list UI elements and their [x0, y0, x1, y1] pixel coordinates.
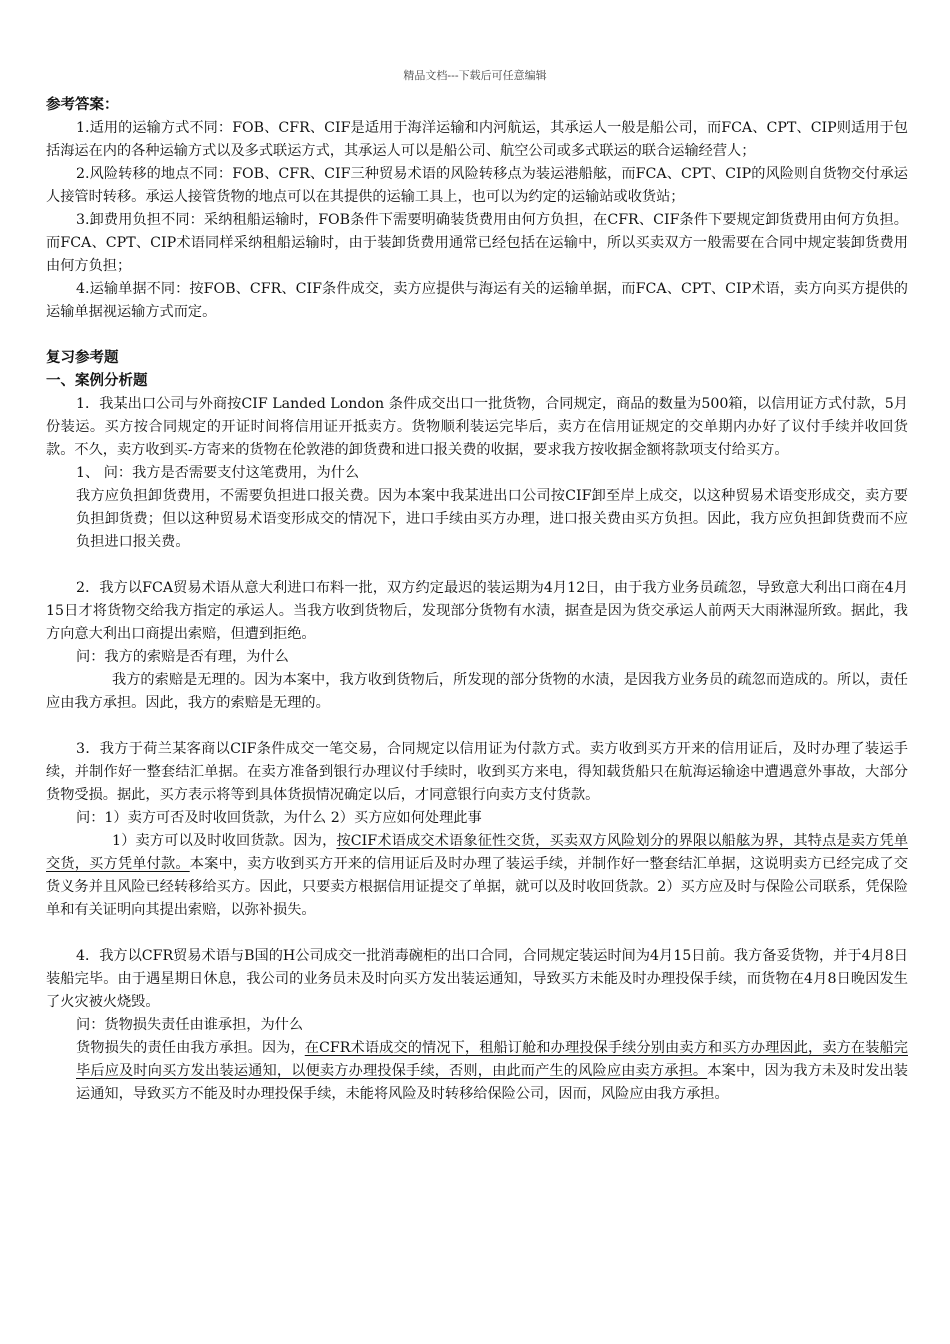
- answer-item-2: 2.风险转移的地点不同：FOB、CFR、CIF三种贸易术语的风险转移点为装运港船舷，而FCA、CPT、CIP的风险则自货物交付承运人接管时转移。承运人接管货物的地点可以在其提供的运输工具上，也可以为约定的运输站或收货站；: [46, 166, 908, 205]
- answer-item-1: 1.适用的运输方式不同：FOB、CFR、CIF是适用于海洋运输和内河航运，其承运人一般是船公司，而FCA、CPT、CIP则适用于包括海运在内的各种运输方式以及多式联运方式，其承运人可以是船公司、航空公司或多式联运的联合运输经营人；: [46, 120, 908, 159]
- answer-item-4: 4.运输单据不同：按FOB、CFR、CIF条件成交，卖方应提供与海运有关的运输单据，而FCA、CPT、CIP术语，卖方向买方提供的运输单据视运输方式而定。: [46, 281, 908, 320]
- spacer: [46, 922, 908, 945]
- case-2-answer: 我方的索赔是无理的。因为本案中，我方收到货物后，所发现的部分货物的水渍，是因我方业务员的疏忽而造成的。所以，责任应由我方承担。因此，我方的索赔是无理的。: [46, 672, 908, 711]
- case-1-text: 1．我某出口公司与外商按CIF Landed London 条件成交出口一批货物，合同规定，商品的数量为500箱，以信用证方式付款，5月份装运。买方按合同规定的开证时间将信用证开抵卖方。货物顺利装运完毕后，卖方在信用证规定的交单期内办好了议付手续并收回货款。不久，卖方收到买-方寄来的货物在伦敦港的卸货费和进口报关费的收据，要求我方按收据金额将款项支付给买方。: [46, 396, 908, 458]
- case-3-answer-rest: 本案中，卖方收到买方开来的信用证后及时办理了装运手续，并制作好一整套结汇单据，这说明卖方已经完成了交货义务并且风险已经转移给买方。因此，只要卖方根据信用证提交了单据，就可以及时收回货款。2）买方应及时与保险公司联系，凭保险单和有关证明向其提出索赔，以弥补损失。: [46, 856, 908, 918]
- answer-item-3: 3.卸费用负担不同：采纳租船运输时，FOB条件下需要明确装货费用由何方负担，在CFR、CIF条件下要规定卸货费用由何方负担。而FCA、CPT、CIP术语同样采纳租船运输时，由于装卸货费用通常已经包括在运输中，所以买卖双方一般需要在合同中规定装卸货费用由何方负担；: [46, 212, 908, 274]
- spacer: [46, 715, 908, 738]
- case-4-answer: [46, 1037, 908, 1106]
- case-4-question: 问：货物损失责任由谁承担，为什么: [76, 1017, 304, 1033]
- case-3-answer-underlined: 按CIF术语成交术语象征性交货，买卖双方风险划分的界限以船舷为界，其特点是卖方凭单交货，买方凭单付款。: [46, 833, 909, 872]
- case-4-answer-rest: 本案中，因为我方未及时发出装运通知，导致买方不能及时办理投保手续，未能将风险及时转移给保险公司，因而，风险应由我方承担。: [76, 1063, 908, 1102]
- case-3-answer-lead: 1）卖方可以及时收回货款。因为，: [112, 833, 337, 849]
- case-1-question: 1、 问：我方是否需要支付这笔费用，为什么: [76, 465, 360, 481]
- page-header: 精品文档---下载后可任意编辑: [403, 69, 547, 82]
- answer-title: 参考答案：: [46, 97, 119, 113]
- case-2-text: 2．我方以FCA贸易术语从意大利进口布料一批，双方约定最迟的装运期为4月12日，由于我方业务员疏忽，导致意大利出口商在4月15日才将货物交给我方指定的承运人。当我方收到货物后，发现部分货物有水渍，据查是因为货交承运人前两天大雨淋湿所致。据此，我方向意大利出口商提出索赔，但遭到拒绝。: [46, 580, 908, 642]
- case-3-text: 3．我方于荷兰某客商以CIF条件成交一笔交易，合同规定以信用证为付款方式。卖方收到买方开来的信用证后，及时办理了装运手续，并制作好一整套结汇单据。在卖方准备到银行办理议付手续时，收到买方来电，得知载货船只在航海运输途中遭遇意外事故，大部分货物受损。据此，买方表示将等到具体货损情况确定以后，才同意银行向卖方支付货款。: [46, 741, 908, 803]
- spacer: [46, 554, 908, 577]
- case-4-answer-lead: 货物损失的责任由我方承担。因为，: [76, 1040, 305, 1056]
- case-4-answer-underlined: 在CFR术语成交的情况下，租船订舱和办理投保手续分别由卖方和买方办理因此，卖方在装船完毕后应及时向买方发出装运通知，以便卖方办理投保手续，否则，由此而产生的风险应由卖方承担。: [76, 1040, 908, 1079]
- case-2-question: 问：我方的索赔是否有理，为什么: [76, 649, 289, 665]
- case-3-answer: [46, 830, 908, 922]
- review-title: 复习参考题: [46, 350, 119, 366]
- case-1-answer: 我方应负担卸货费用，不需要负担进口报关费。因为本案中我某进出口公司按CIF卸至岸上成交，以这种贸易术语变形成交，卖方要负担卸货费；但以这种贸易术语变形成交的情况下，进口手续由买方办理，进口报关费由买方负担。因此，我方应负担卸货费而不应负担进口报关费。: [76, 488, 908, 550]
- spacer: [46, 324, 908, 347]
- case-4-text: 4．我方以CFR贸易术语与B国的H公司成交一批消毒碗柜的出口合同，合同规定装运时间为4月15日前。我方备妥货物，并于4月8日装船完毕。由于遇星期日休息，我公司的业务员未及时向买方发出装运通知，导致买方未能及时办理投保手续，而货物在4月8日晚因发生了火灾被火烧毁。: [46, 948, 908, 1010]
- section-title: 一、案例分析题: [46, 373, 148, 389]
- document-body: [46, 94, 908, 1106]
- case-3-question: 问：1）卖方可否及时收回货款，为什么 2）买方应如何处理此事: [76, 810, 482, 826]
